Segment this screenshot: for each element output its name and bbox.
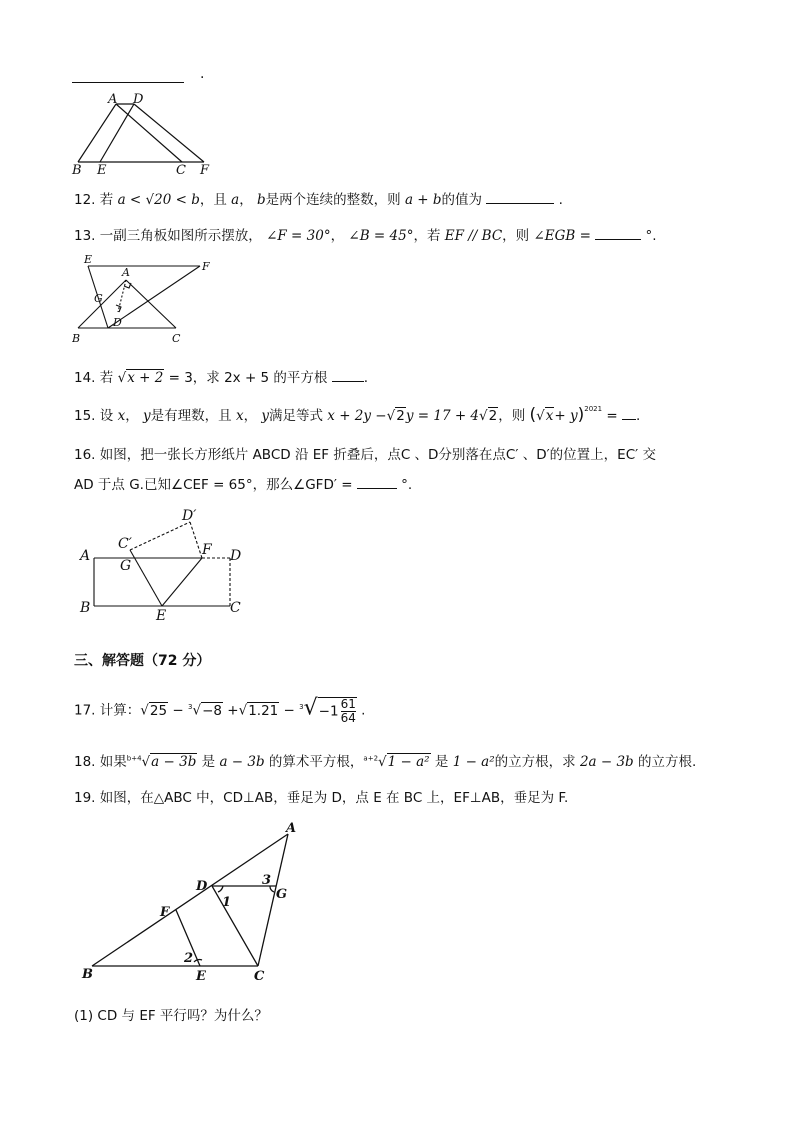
label-F: F — [202, 260, 210, 273]
label-F: F — [160, 905, 170, 920]
label-D: D — [133, 92, 144, 107]
figure-triangle-abc — [78, 820, 310, 990]
question-14: 14. 若 √x + 2 = 3，求 2x + 5 的平方根 . — [74, 366, 368, 386]
question-18: 18. 如果$^{b+4}$√a − 3b 是 a − 3b 的算术平方根，$^{a+2}$√1 − a² 是 1 − a²的立方根，求 2a − 3b 的立方根. — [74, 754, 697, 770]
label-B: B — [82, 967, 93, 982]
label-E: E — [156, 608, 167, 624]
label-C-prime: C′ — [118, 536, 132, 552]
question-15: 15. 设 x， y是有理数，且 x， y满足等式 x + 2y −√2y = 17 + 4√2，则 $(√x+ y)^{2021}$ = . — [74, 404, 641, 425]
label-C: C — [176, 163, 186, 176]
label-B: B — [72, 163, 82, 176]
label-C: C — [230, 600, 241, 616]
answer-blank-13 — [595, 225, 641, 240]
label-G: G — [276, 887, 288, 902]
section-title: 三、解答题（72 分） — [74, 653, 211, 669]
label-D-prime: D′ — [182, 508, 197, 524]
figure-parallelogram — [66, 90, 226, 176]
label-B: B — [72, 332, 81, 345]
answer-blank-12 — [486, 189, 554, 204]
label-E: E — [196, 969, 206, 984]
question-17: 17. 计算：√25 − $^3$√−8 +√1.21 − $^3$√−1 $\frac{61}{64}$ . — [74, 695, 366, 725]
label-D: D — [196, 879, 208, 894]
label-B: B — [80, 600, 91, 616]
label-3: 3 — [262, 873, 272, 888]
label-F: F — [200, 163, 210, 176]
label-A: A — [108, 92, 118, 107]
question-19-part-1: (1) CD 与 EF 平行吗？为什么？ — [74, 1008, 268, 1024]
question-19: 19. 如图，在△ABC 中，CD⊥AB，垂足为 D，点 E 在 BC 上，EF⊥AB，垂足为 F. — [74, 790, 569, 806]
question-16-line2: AD 于点 G.已知∠CEF = 65°，那么∠GFD′ = °. — [74, 473, 412, 493]
label-1: 1 — [222, 895, 232, 910]
label-C: C — [254, 969, 265, 984]
question-13: 13. 一副三角板如图所示摆放， ∠F = 30°， ∠B = 45°，若 EF // BC，则 ∠EGB = °. — [74, 224, 657, 244]
figure-folded-rectangle — [74, 508, 254, 624]
figure-triangle-rulers — [72, 252, 222, 346]
label-E: E — [97, 163, 107, 176]
label-2: 2 — [184, 951, 194, 966]
label-E: E — [84, 253, 93, 266]
label-C: C — [172, 332, 181, 345]
label-G: G — [94, 292, 103, 305]
label-D: D — [113, 316, 122, 329]
label-A: A — [80, 548, 91, 564]
answer-blank-15 — [622, 405, 636, 420]
question-12: 12. 若 a < √20 < b，且 a， b是两个连续的整数，则 a + b的值为 . — [74, 188, 563, 208]
answer-blank-14 — [332, 367, 364, 382]
trailing-dot: . — [200, 66, 205, 82]
answer-blank-16 — [357, 474, 397, 489]
label-A: A — [122, 266, 130, 279]
answer-blank-11 — [72, 68, 184, 83]
question-16-line1: 16. 如图，把一张长方形纸片 ABCD 沿 EF 折叠后，点C 、D分别落在点C′ 、D′的位置上，EC′ 交 — [74, 447, 656, 463]
label-F: F — [202, 542, 212, 558]
label-D: D — [230, 548, 242, 564]
label-G: G — [120, 558, 132, 574]
label-A: A — [286, 821, 297, 836]
